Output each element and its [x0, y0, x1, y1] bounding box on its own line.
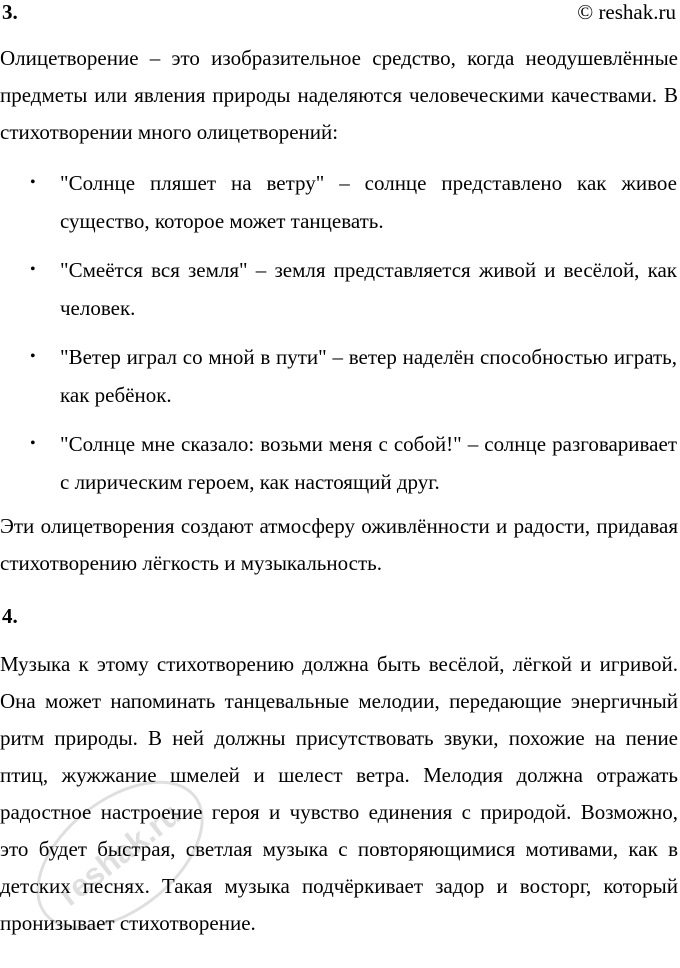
section-4-number: 4. — [2, 604, 18, 628]
personification-list — [0, 164, 680, 512]
watermark-text: reshak.ru — [51, 795, 188, 913]
list-item — [0, 164, 677, 240]
section-4-text: Музыка к этому стихотворению должна быть весёлой, лёгкой и игривой. Она может напоминать танцевальные мелодии, передающие энергичный ритм природы. В ней должны присутствовать звуки, похожие на пение птиц, жужжание шмелей и шелест ветра. Мелодия должна отражать радостное настроение героя и чувство единения с природой. Возможно, это будет быстрая, светлая музыка с повторяющимися мотивами, как в детских песнях. Такая музыка подчёркивает задор и восторг, который пронизывает стихотворение. — [0, 652, 678, 935]
list-item — [0, 251, 677, 327]
list-item-text: "Солнце пляшет на ветру" – солнце представлено как живое существо, которое может танцевать. — [60, 171, 677, 233]
section-3-number: 3. — [2, 0, 18, 24]
copyright-text: © reshak.ru — [577, 0, 676, 24]
list-item-text: "Смеётся вся земля" – земля представляется живой и весёлой, как человек. — [60, 258, 677, 320]
bullet-dot-icon: • — [30, 348, 36, 365]
list-item-text: "Ветер играл со мной в пути" – ветер наделён способностью играть, как ребёнок. — [60, 345, 677, 407]
list-item-text: "Солнце мне сказало: возьми меня с собой!" – солнце разговаривает с лирическим героем, как настоящий друг. — [60, 432, 677, 494]
section-3-intro: Олицетворение – это изобразительное средство, когда неодушевлённые предметы или явления природы наделяются человеческими качествами. В стихотворении много олицетворений: — [0, 46, 678, 144]
bullet-dot-icon: • — [30, 174, 36, 191]
bullet-dot-icon: • — [30, 435, 36, 452]
section-4-header — [0, 604, 680, 630]
list-item — [0, 425, 677, 501]
list-item — [0, 338, 677, 414]
bullet-dot-icon: • — [30, 261, 36, 278]
section-3-conclusion: Эти олицетворения создают атмосферу оживлённости и радости, придавая стихотворению лёгкость и музыкальность. — [0, 514, 678, 575]
page-header — [0, 0, 680, 26]
